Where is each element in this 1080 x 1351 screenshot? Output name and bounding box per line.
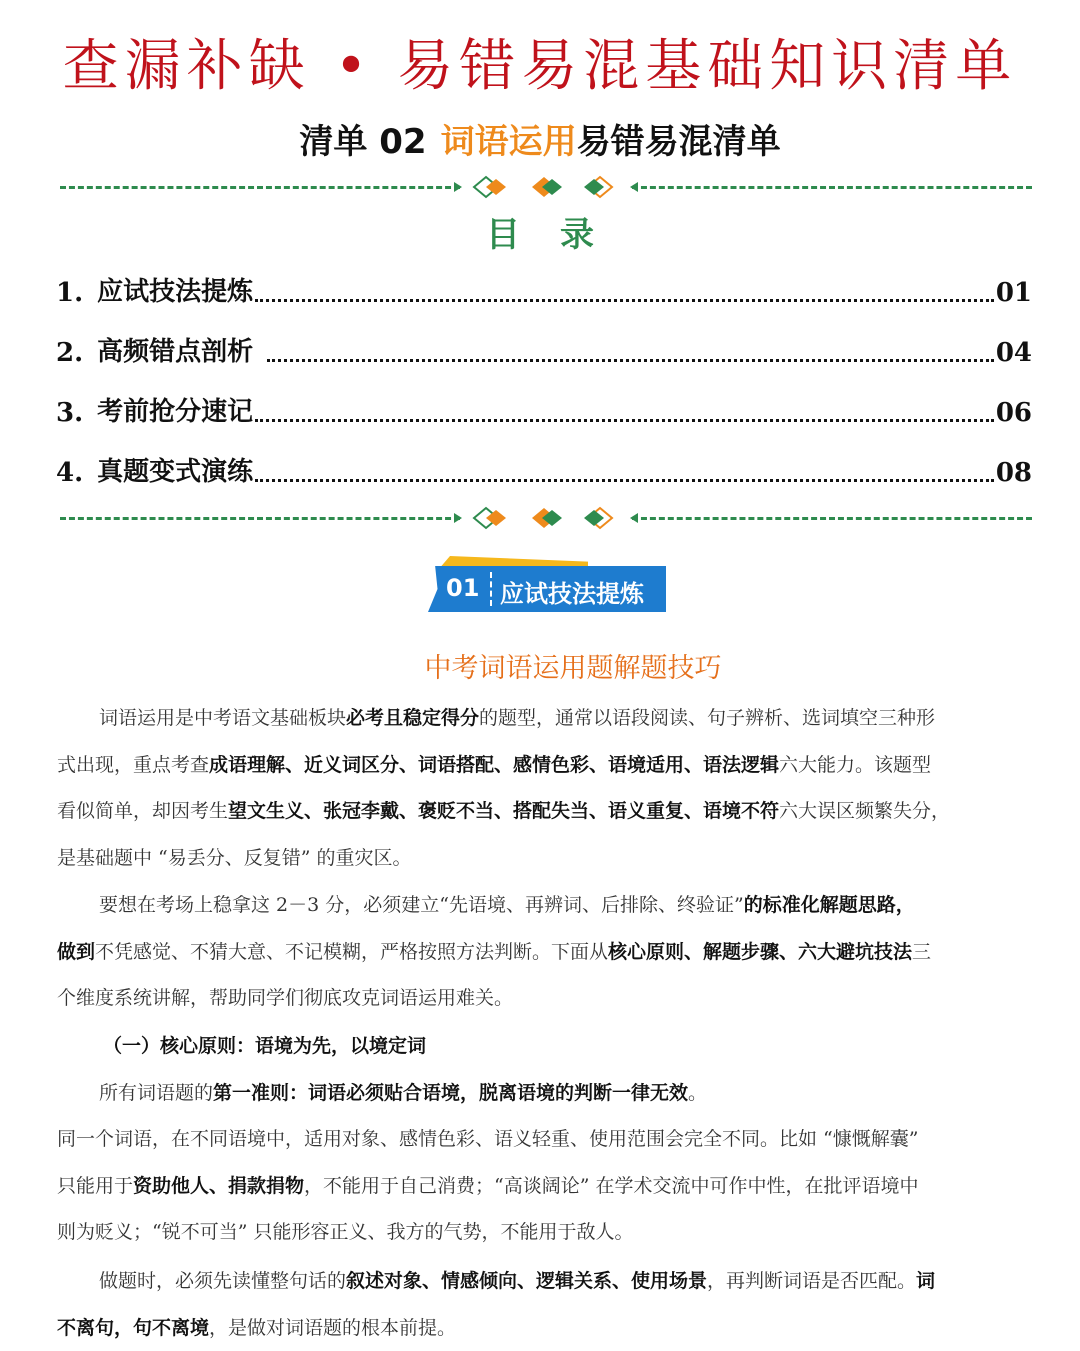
subsection-heading	[57, 1023, 1047, 1070]
text-line: 个维度系统讲解，帮助同学们彻底攻克词语运用难关。	[57, 987, 514, 1010]
bold-text: 叙述对象、情感倾向、逻辑关系、使用场景	[346, 1270, 708, 1292]
toc-leader-dots	[255, 299, 994, 302]
toc-item-index: 3.	[56, 398, 84, 428]
toc-item-page: 01	[995, 278, 1032, 308]
ornament-divider-bottom	[60, 506, 1032, 530]
toc-item[interactable]	[56, 392, 1032, 428]
paragraph-practice	[57, 1258, 1047, 1351]
bold-text: 核心原则、解题步骤、六大避坑技法	[608, 940, 913, 963]
bold-text: 的标准化解题思路，	[743, 894, 915, 916]
text-line: 是基础题中 “易丢分、反复错” 的重灾区。	[57, 847, 412, 870]
bold-text: 第一准则：词语必须贴合语境，脱离语境的判断一律无效	[213, 1082, 689, 1104]
divider-dash-left	[60, 186, 460, 189]
text-line: 则为贬义；“锐不可当” 只能形容正义、我方的气势，不能用于敌人。	[57, 1221, 634, 1244]
diamond-ornament-icon	[468, 175, 624, 199]
toc-item-label: 真题变式演练	[97, 457, 254, 487]
badge-separator	[490, 572, 492, 606]
toc-item-page: 06	[995, 398, 1032, 428]
text-line	[57, 1163, 1047, 1210]
toc-heading-char-2: 录	[560, 215, 594, 255]
toc-heading	[0, 207, 1080, 256]
text-run: 六大误区频繁失分，	[779, 800, 951, 823]
text-run: 要想在考场上稳拿这 2－3 分，必须建立“先语境、再辨词、后排除、终验证”	[99, 894, 744, 916]
toc-leader-dots	[267, 359, 994, 362]
section-subtitle: 中考词语运用题解题技巧	[424, 653, 722, 684]
bold-text: 成语理解、近义词区分、词语搭配、感情色彩、语境适用、语法逻辑	[209, 753, 780, 776]
document-subtitle	[0, 114, 1080, 163]
diamond-ornament-icon	[468, 506, 624, 530]
divider-dash-right	[632, 186, 1032, 189]
paragraph-principle	[57, 1070, 1047, 1117]
toc-item-index: 1.	[56, 278, 84, 308]
bold-text: 做到	[57, 940, 96, 963]
text-line	[57, 1305, 1047, 1351]
toc-heading-char-1: 目	[486, 215, 520, 255]
toc-item-label: 考前抢分速记	[97, 397, 254, 427]
text-line	[57, 1070, 1047, 1117]
text-run: 不凭感觉、不猜大意、不记模糊，严格按照方法判断。下面从	[95, 940, 609, 963]
bold-text: 必考且稳定得分	[346, 707, 480, 729]
bold-text: 不离句，句不离境	[57, 1316, 210, 1339]
text-line: 同一个词语，在不同语境中，适用对象、感情色彩、语义轻重、使用范围会完全不同。比如 “慷慨解囊”	[57, 1128, 919, 1150]
toc-item-page: 08	[995, 458, 1032, 488]
text-line: （一）核心原则：语境为先，以境定词	[103, 1035, 427, 1057]
text-line	[57, 929, 1047, 976]
text-run: 的题型，通常以语段阅读、句子辨析、选词填空三种形	[479, 707, 936, 729]
toc-item[interactable]	[56, 452, 1032, 488]
section-badge	[424, 556, 668, 614]
divider-arrow-left-icon	[454, 182, 462, 192]
ornament-divider-top	[60, 175, 1032, 199]
text-run: 所有词语题的	[99, 1082, 214, 1104]
paragraph-method	[57, 882, 1047, 1022]
divider-arrow-left-icon	[454, 513, 462, 523]
toc-leader-dots	[255, 479, 994, 482]
text-run: 式出现，重点考查	[57, 753, 210, 776]
text-line	[57, 1258, 1047, 1305]
divider-dash-right	[632, 517, 1032, 520]
document-main-title: 查漏补缺 • 易错易混基础知识清单	[62, 34, 1018, 99]
text-run: ，不能用于自己消费；“高谈阔论” 在学术交流中可作中性，在批评语境中	[304, 1174, 919, 1197]
text-line	[57, 695, 1047, 742]
text-line	[57, 788, 1047, 835]
text-run: 三	[912, 940, 932, 963]
divider-dash-left	[60, 517, 460, 520]
toc-item[interactable]	[56, 332, 1032, 368]
text-run: ，再判断词语是否匹配。	[707, 1270, 917, 1292]
toc-item[interactable]	[56, 272, 1032, 308]
text-run: 只能用于	[57, 1174, 134, 1197]
text-run: ，是做对词语题的根本前提。	[209, 1316, 457, 1339]
text-run: 看似简单，却因考生	[57, 800, 229, 823]
toc-item-label: 应试技法提炼	[97, 277, 254, 307]
toc-item-page: 04	[995, 338, 1032, 368]
text-line	[57, 742, 1047, 789]
toc-leader-dots	[255, 419, 994, 422]
text-run: 。	[688, 1082, 708, 1104]
text-run: 词语运用是中考语文基础板块	[99, 707, 347, 729]
bold-text: 词	[916, 1270, 936, 1292]
subtitle-highlight: 词语运用	[440, 122, 577, 162]
subtitle-prefix: 清单 02	[299, 122, 427, 162]
text-run: 做题时，必须先读懂整句话的	[99, 1270, 347, 1292]
badge-number: 01	[446, 574, 480, 602]
paragraph-examples	[57, 1116, 1047, 1256]
toc-item-index: 2.	[56, 338, 84, 368]
text-line	[57, 882, 1047, 929]
subtitle-suffix: 易错易混清单	[576, 122, 781, 162]
text-run: 六大能力。该题型	[779, 753, 932, 776]
badge-label: 应试技法提炼	[500, 580, 644, 608]
bold-text: 望文生义、张冠李戴、褒贬不当、搭配失当、语义重复、语境不符	[228, 800, 780, 823]
bold-text: 资助他人、捐款捐物	[133, 1174, 305, 1197]
paragraph-intro	[57, 695, 1047, 882]
toc-item-label: 高频错点剖析	[97, 337, 254, 367]
toc-item-index: 4.	[56, 458, 84, 488]
